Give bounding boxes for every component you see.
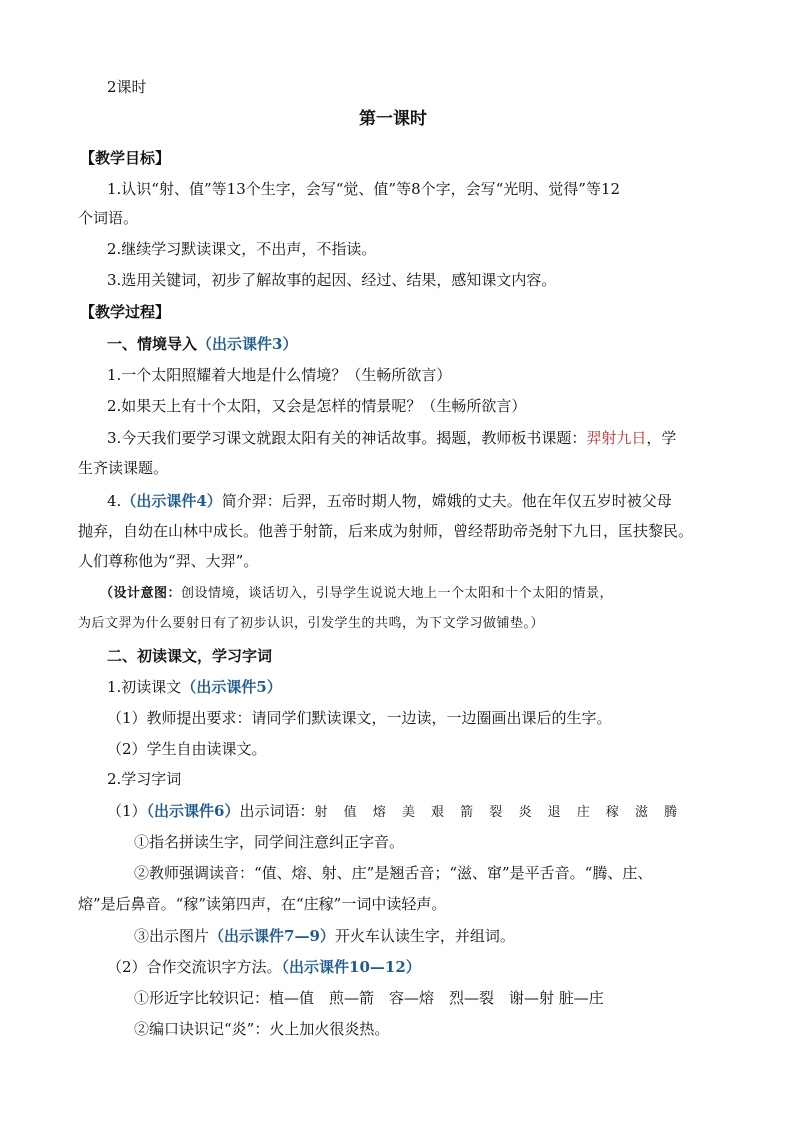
- class-hours: 2课时: [107, 78, 147, 96]
- step-2-1-item-3: [134, 925, 515, 947]
- courseware-tag: （出示课件6）: [146, 802, 240, 820]
- section-1-title: [107, 333, 297, 355]
- step-2-1-item-2: ②教师强调读音：“值、熔、射、庄”是翘舌音；“滋、窜”是平舌音。“腾、庄、: [134, 864, 653, 882]
- new-characters-list: 射 值 熔 美 艰 箭 裂 炎 退 庄 稼 滋 腾: [314, 805, 684, 820]
- intro-question-4: [107, 490, 672, 512]
- step-1-b: （2）学生自由读课文。: [107, 740, 267, 758]
- goals-heading: 【教学目标】: [80, 149, 171, 167]
- design-intent-cont: 为后文羿为什么要射日有了初步认识，引发学生的共鸣，为下文学习做铺垫。）: [78, 616, 545, 631]
- intro-question-4-cont-2: 人们尊称他为“羿、大羿”。: [78, 552, 259, 570]
- intro-question-3-cont: 生齐读课题。: [78, 459, 169, 477]
- step-2-1-num: （1）: [107, 802, 147, 820]
- design-intent-label: （设计意图：: [100, 586, 182, 601]
- section-1-title-text: 一、情境导入: [107, 335, 198, 353]
- intro-question-3: [107, 427, 676, 449]
- method-1: ①形近字比较识记：植—值 煎—箭 容—熔 烈—裂 谢—射 脏—庄: [134, 989, 604, 1007]
- step-2-1-item-2-cont: 熔”是后鼻音。“稼”读第四声，在“庄稼”一词中读轻声。: [78, 895, 447, 913]
- step-2-1-item-1: ①指名拼读生字，同学间注意纠正字音。: [134, 833, 405, 851]
- intro-question-4-num: 4.: [107, 492, 122, 510]
- courseware-tag: （出示课件4）: [121, 492, 222, 510]
- step-2-1-item-3-tail: 开火车认读生字，并组词。: [334, 927, 515, 945]
- step-2-1: [107, 800, 683, 824]
- step-2-2: [107, 956, 421, 978]
- courseware-tag: （出示课件3）: [197, 335, 298, 353]
- step-1: [107, 676, 282, 698]
- intro-question-3-text: 3.今天我们要学习课文就跟太阳有关的神话故事。揭题，教师板书课题：: [107, 429, 587, 447]
- step-2-1-text: 出示词语：: [239, 802, 315, 820]
- intro-question-4-text: 简介羿：后羿，五帝时期人物，嫦娥的丈夫。他在年仅五岁时被父母: [221, 492, 672, 510]
- courseware-tag: （出示课件5）: [181, 678, 282, 696]
- intro-question-3-tail: ，学: [646, 429, 677, 447]
- design-intent: [100, 583, 613, 605]
- goal-item-2: 2.继续学习默读课文，不出声，不指读。: [107, 240, 377, 258]
- goal-item-1-cont: 个词语。: [78, 209, 139, 227]
- page-title: 第一课时: [359, 109, 427, 129]
- method-2: ②编口诀识记“炎”：火上加火很炎热。: [134, 1020, 390, 1038]
- intro-question-4-cont-1: 抛弃，自幼在山林中成长。他善于射箭，后来成为射师，曾经帮助帝尧射下九日，匡扶黎民。: [78, 522, 694, 540]
- intro-question-1: 1.一个太阳照耀着大地是什么情境？（生畅所欲言）: [107, 366, 452, 384]
- section-2-title: 二、初读课文，学习字词: [107, 647, 273, 665]
- step-2-2-text: （2）合作交流识字方法。: [107, 958, 282, 976]
- step-1-a: （1）教师提出要求：请同学们默读课文，一边读，一边圈画出课后的生字。: [107, 709, 612, 727]
- lesson-title-red: 羿射九日: [586, 429, 647, 447]
- courseware-tag: （出示课件7—9）: [209, 927, 335, 945]
- intro-question-2: 2.如果天上有十个太阳，又会是怎样的情景呢？（生畅所欲言）: [107, 397, 527, 415]
- design-intent-text: 创设情境，谈话切入，引导学生说说大地上一个太阳和十个太阳的情景，: [181, 586, 614, 601]
- step-2-1-item-3-text: ③出示图片: [134, 927, 210, 945]
- courseware-tag: （出示课件10—12）: [281, 958, 421, 976]
- goal-item-3: 3.选用关键词，初步了解故事的起因、经过、结果，感知课文内容。: [107, 271, 557, 289]
- step-2: 2.学习字词: [107, 770, 182, 788]
- goal-item-1: 1.认识“射、值”等13个生字，会写“觉、值”等8个字，会写“光明、觉得”等12: [107, 180, 621, 198]
- process-heading: 【教学过程】: [80, 303, 171, 321]
- step-1-text: 1.初读课文: [107, 678, 182, 696]
